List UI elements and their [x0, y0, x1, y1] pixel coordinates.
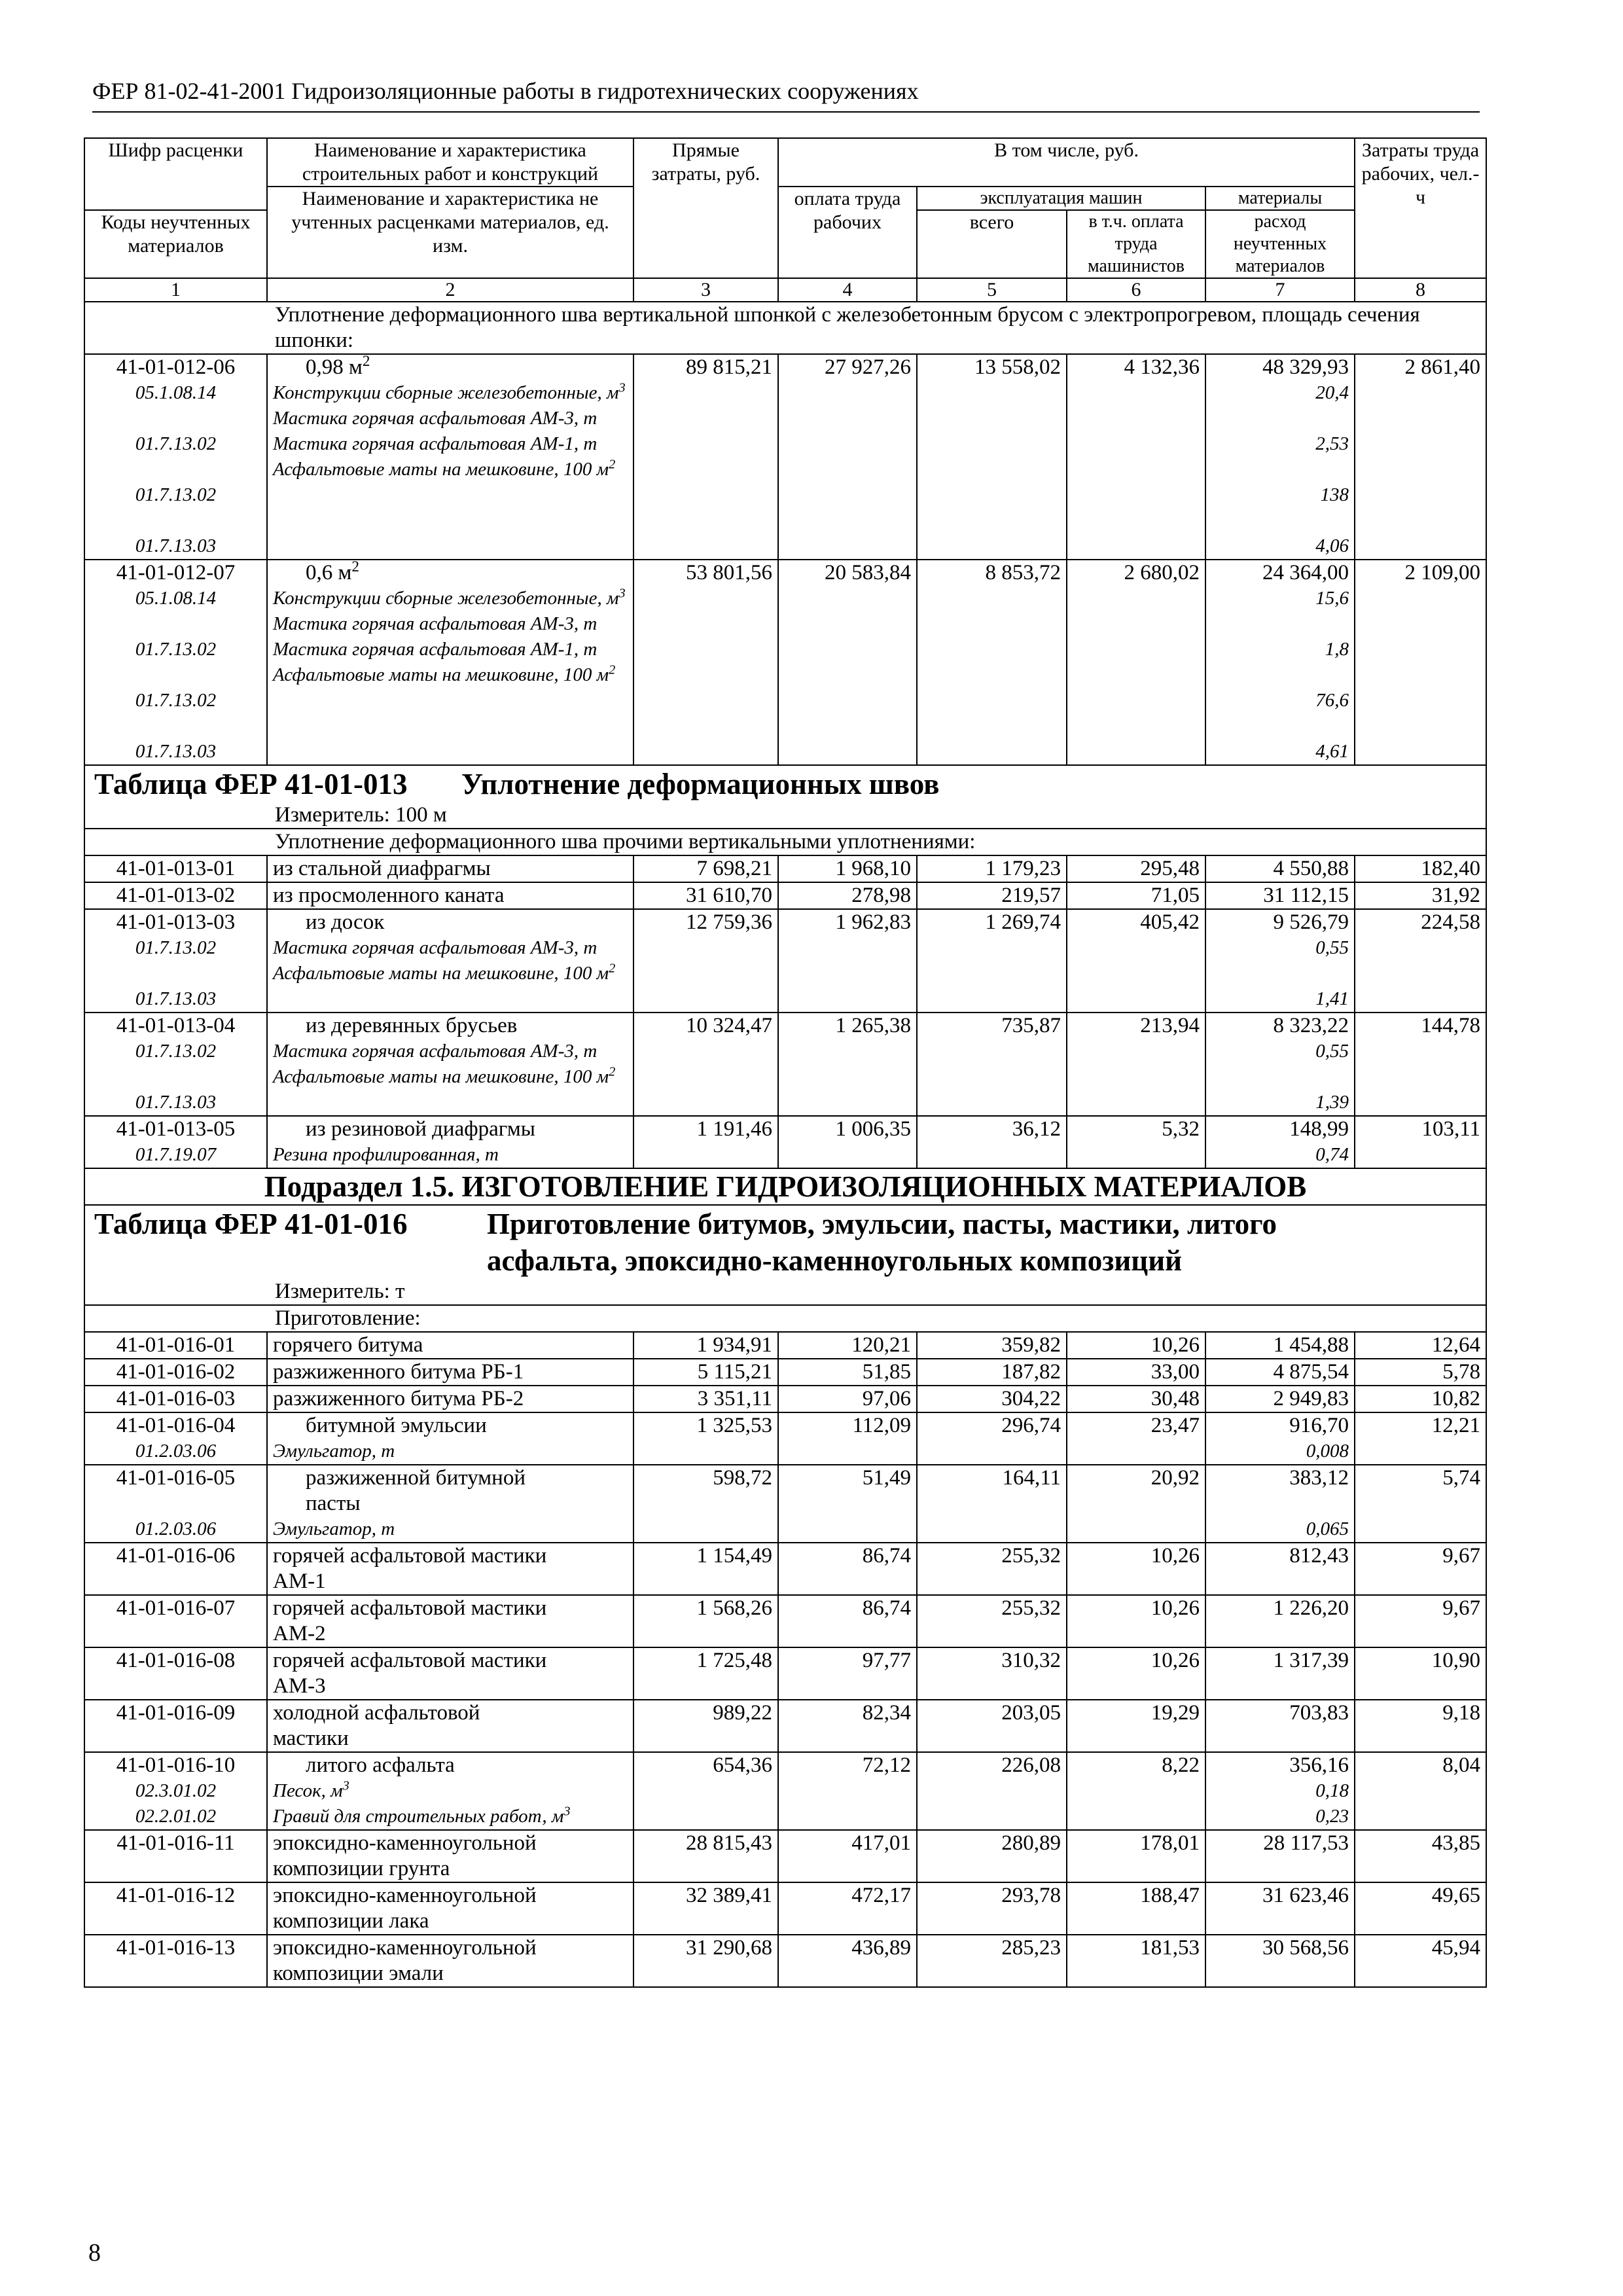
mat-name: Мастика горячая асфальтовая АМ-3, т	[273, 613, 597, 634]
mat-name: Эмульгатор, т	[273, 1441, 395, 1462]
t012-intro: Уплотнение деформационного шва вертикальной шпонкой с железобетонным брусом с электропрогревом, площадь сечения шпонки:	[84, 302, 1486, 354]
machinist-pay: 2 680,02	[1067, 560, 1205, 765]
rate-code: 41-01-012-06	[116, 355, 236, 379]
col-name-mat-header: Наименование и характеристика не учтенных расценками материалов, ед. изм.	[267, 187, 633, 278]
labor-hours: 9,67	[1355, 1595, 1486, 1647]
unit-sup: 2	[609, 1064, 616, 1079]
labor-pay: 436,89	[778, 1935, 917, 1987]
rate-name: из просмоленного каната	[267, 882, 633, 909]
materials-cost: 1 454,88	[1205, 1332, 1355, 1359]
machines-total: 735,87	[917, 1013, 1067, 1116]
rate-name: 0,98 м	[306, 355, 363, 379]
mat-qty: 15,6	[1315, 588, 1349, 609]
materials-cost: 4 550,88	[1205, 855, 1355, 882]
labor-pay: 51,85	[778, 1359, 917, 1386]
machinist-pay: 5,32	[1067, 1116, 1205, 1168]
materials-cost: 916,70	[1289, 1414, 1349, 1437]
direct-cost: 989,22	[633, 1700, 778, 1752]
labor-hours: 12,64	[1355, 1332, 1486, 1359]
table-row	[84, 1359, 1486, 1386]
mat-qty: 0,008	[1306, 1441, 1349, 1462]
mat-name: Асфальтовые маты на мешковине, 100 м	[273, 1066, 609, 1087]
table-row	[84, 1935, 1486, 1987]
unit-sup: 3	[618, 380, 626, 395]
rate-name: из стальной диафрагмы	[267, 855, 633, 882]
machines-total: 310,32	[917, 1647, 1067, 1700]
mat-code: 01.7.13.03	[135, 741, 217, 762]
table-row	[84, 855, 1486, 882]
table-row	[84, 1647, 1486, 1700]
direct-cost: 1 325,53	[633, 1412, 778, 1465]
labor-pay: 1 968,10	[778, 855, 917, 882]
labor-hours: 8,04	[1355, 1752, 1486, 1830]
subsection-row	[84, 1168, 1486, 1205]
mat-code: 01.7.13.02	[135, 1041, 217, 1062]
mat-code: 01.7.13.02	[135, 484, 217, 505]
labor-pay: 278,98	[778, 882, 917, 909]
machines-total: 296,74	[917, 1412, 1067, 1465]
mat-name: Мастика горячая асфальтовая АМ-3, т	[273, 408, 597, 429]
unit-sup: 3	[618, 586, 626, 601]
machinist-pay: 213,94	[1067, 1013, 1205, 1116]
machines-total: 219,57	[917, 882, 1067, 909]
labor-pay: 20 583,84	[778, 560, 917, 765]
machinist-pay: 4 132,36	[1067, 354, 1205, 560]
machines-total: 359,82	[917, 1332, 1067, 1359]
page-number: 8	[88, 2239, 101, 2267]
table-row	[84, 1830, 1486, 1882]
table-number: Таблица ФЕР 41-01-016	[94, 1208, 408, 1240]
materials-cost: 4 875,54	[1205, 1359, 1355, 1386]
col-labor-header: Затраты труда рабочих, чел.-ч	[1355, 138, 1486, 278]
labor-hours: 45,94	[1355, 1935, 1486, 1987]
mat-code: 01.7.13.02	[135, 690, 217, 711]
labor-pay: 72,12	[778, 1752, 917, 1830]
mat-code: 02.3.01.02	[135, 1780, 217, 1801]
materials-cost: 31 112,15	[1205, 882, 1355, 909]
rate-code: 41-01-012-07	[116, 561, 236, 584]
mat-name: Конструкции сборные железобетонные, м	[273, 382, 619, 403]
direct-cost: 1 568,26	[633, 1595, 778, 1647]
rate-code: 41-01-013-02	[84, 882, 267, 909]
labor-hours: 10,82	[1355, 1386, 1486, 1412]
machines-total: 255,32	[917, 1543, 1067, 1595]
rate-name: эпоксидно-каменноугольной композиции грунта	[267, 1830, 633, 1882]
direct-cost: 89 815,21	[633, 354, 778, 560]
rate-name: из деревянных брусьев	[306, 1014, 518, 1037]
machines-total: 13 558,02	[917, 354, 1067, 560]
labor-hours: 5,74	[1355, 1465, 1486, 1543]
table-row	[84, 354, 1486, 560]
mat-qty: 0,74	[1315, 1144, 1349, 1165]
rate-name: горячей асфальтовой мастики АМ-1	[267, 1543, 633, 1595]
mat-qty: 0,18	[1315, 1780, 1349, 1801]
rate-code: 41-01-016-08	[84, 1647, 267, 1700]
direct-cost: 654,36	[633, 1752, 778, 1830]
mat-qty: 1,8	[1325, 639, 1349, 660]
rate-name: горячего битума	[267, 1332, 633, 1359]
direct-cost: 31 290,68	[633, 1935, 778, 1987]
table-title-row	[84, 1205, 1486, 1305]
unit-sup: 2	[362, 352, 370, 369]
mat-name: Конструкции сборные железобетонные, м	[273, 588, 619, 609]
materials-cost: 812,43	[1205, 1543, 1355, 1595]
machines-total: 280,89	[917, 1830, 1067, 1882]
unit-sup: 3	[342, 1778, 349, 1793]
rate-code: 41-01-013-04	[116, 1014, 236, 1037]
mat-code: 01.7.19.07	[135, 1144, 217, 1165]
mat-code: 02.2.01.02	[135, 1806, 217, 1827]
machines-total: 1 269,74	[917, 909, 1067, 1013]
header-row-1	[84, 138, 1486, 187]
machines-total: 36,12	[917, 1116, 1067, 1168]
labor-pay: 27 927,26	[778, 354, 917, 560]
t013-intro: Уплотнение деформационного шва прочими вертикальными уплотнениями:	[84, 829, 1486, 855]
table-row	[84, 1332, 1486, 1359]
mat-code: 01.7.13.03	[135, 1092, 217, 1113]
mat-code: 01.7.13.03	[135, 988, 217, 1009]
labor-hours: 144,78	[1355, 1013, 1486, 1116]
machines-total: 293,78	[917, 1882, 1067, 1935]
labor-hours: 12,21	[1355, 1412, 1486, 1465]
labor-pay: 82,34	[778, 1700, 917, 1752]
mat-qty: 4,06	[1315, 535, 1349, 556]
mat-qty: 20,4	[1315, 382, 1349, 403]
direct-cost: 1 154,49	[633, 1543, 778, 1595]
labor-hours: 9,67	[1355, 1543, 1486, 1595]
rate-name: битумной эмульсии	[306, 1414, 487, 1437]
machines-total: 304,22	[917, 1386, 1067, 1412]
materials-cost: 28 117,53	[1205, 1830, 1355, 1882]
machines-total: 1 179,23	[917, 855, 1067, 882]
subsection-title: Подраздел 1.5. ИЗГОТОВЛЕНИЕ ГИДРОИЗОЛЯЦИОННЫХ МАТЕРИАЛОВ	[84, 1168, 1486, 1205]
materials-cost: 8 323,22	[1273, 1014, 1349, 1037]
colnum: 2	[267, 278, 633, 302]
rate-name: из досок	[306, 910, 385, 934]
unit-sup: 2	[351, 558, 359, 575]
table-row	[84, 1116, 1486, 1168]
rate-name: литого асфальта	[306, 1753, 455, 1777]
direct-cost: 1 934,91	[633, 1332, 778, 1359]
rate-name: холодной асфальтовой мастики	[267, 1700, 633, 1752]
labor-hours: 2 109,00	[1355, 560, 1486, 765]
column-numbers-row	[84, 278, 1486, 302]
rate-code: 41-01-016-09	[84, 1700, 267, 1752]
mat-qty: 1,41	[1315, 988, 1349, 1009]
colnum: 6	[1067, 278, 1205, 302]
meter: Измеритель: 100 м	[275, 803, 447, 827]
col-name-header: Наименование и характеристика строительных работ и конструкций	[267, 138, 633, 187]
table-row	[84, 1013, 1486, 1116]
rate-code: 41-01-016-12	[84, 1882, 267, 1935]
labor-pay: 1 265,38	[778, 1013, 917, 1116]
colnum: 7	[1205, 278, 1355, 302]
materials-cost: 9 526,79	[1273, 910, 1349, 934]
section-intro-row	[84, 829, 1486, 855]
machines-total: 285,23	[917, 1935, 1067, 1987]
mat-code: 01.2.03.06	[135, 1518, 217, 1539]
machinist-pay: 295,48	[1067, 855, 1205, 882]
unit-sup: 3	[563, 1804, 571, 1819]
rate-code: 41-01-016-04	[116, 1414, 236, 1437]
mat-qty: 1,39	[1315, 1092, 1349, 1113]
direct-cost: 1 725,48	[633, 1647, 778, 1700]
rate-code: 41-01-016-02	[84, 1359, 267, 1386]
table-name: Приготовление битумов, эмульсии, пасты, мастики, литого	[487, 1208, 1277, 1240]
materials-cost: 1 317,39	[1205, 1647, 1355, 1700]
mat-qty: 0,065	[1306, 1518, 1349, 1539]
rate-name: разжиженного битума РБ-1	[267, 1359, 633, 1386]
machinist-pay: 20,92	[1067, 1465, 1205, 1543]
table-number: Таблица ФЕР 41-01-013	[94, 768, 408, 800]
meter: Измеритель: т	[275, 1280, 405, 1303]
colnum: 5	[917, 278, 1067, 302]
col-direct-header: Прямые затраты, руб.	[633, 138, 778, 278]
labor-pay: 86,74	[778, 1595, 917, 1647]
colnum: 4	[778, 278, 917, 302]
table-name: асфальта, эпоксидно-каменноугольных композиций	[487, 1244, 1183, 1277]
labor-hours: 43,85	[1355, 1830, 1486, 1882]
mat-qty: 138	[1320, 484, 1349, 505]
rate-name: 0,6 м	[306, 561, 352, 584]
direct-cost: 10 324,47	[633, 1013, 778, 1116]
machinist-pay: 10,26	[1067, 1332, 1205, 1359]
rate-code: 41-01-013-05	[116, 1117, 236, 1141]
materials-cost: 48 329,93	[1262, 355, 1349, 379]
machinist-pay: 30,48	[1067, 1386, 1205, 1412]
col-pay-header: оплата труда рабочих	[778, 187, 917, 278]
direct-cost: 5 115,21	[633, 1359, 778, 1386]
machines-total: 255,32	[917, 1595, 1067, 1647]
mat-name: Асфальтовые маты на мешковине, 100 м	[273, 459, 609, 480]
table-row	[84, 909, 1486, 1013]
unit-sup: 2	[609, 961, 616, 976]
materials-cost: 2 949,83	[1205, 1386, 1355, 1412]
table-row	[84, 1386, 1486, 1412]
rate-name: разжиженной битумной пасты	[306, 1466, 526, 1515]
rate-name: горячей асфальтовой мастики АМ-3	[267, 1647, 633, 1700]
machinist-pay: 405,42	[1067, 909, 1205, 1013]
mat-name: Асфальтовые маты на мешковине, 100 м	[273, 664, 609, 685]
rate-name: разжиженного битума РБ-2	[267, 1386, 633, 1412]
rate-code: 41-01-013-01	[84, 855, 267, 882]
labor-hours: 224,58	[1355, 909, 1486, 1013]
machinist-pay: 8,22	[1067, 1752, 1205, 1830]
machinist-pay: 10,26	[1067, 1543, 1205, 1595]
table-title-row	[84, 765, 1486, 829]
mat-code: 01.7.13.02	[135, 937, 217, 958]
rate-code: 41-01-016-11	[84, 1830, 267, 1882]
rate-name: эпоксидно-каменноугольной композиции лака	[267, 1882, 633, 1935]
col-codes-mat-header: Коды неучтенных материалов	[84, 210, 267, 278]
mat-name: Эмульгатор, т	[273, 1518, 395, 1539]
labor-pay: 112,09	[778, 1412, 917, 1465]
table-row	[84, 1752, 1486, 1830]
mat-qty: 0,55	[1315, 937, 1349, 958]
machines-total: 164,11	[917, 1465, 1067, 1543]
table-name: Уплотнение деформационных швов	[461, 768, 940, 800]
colnum: 1	[84, 278, 267, 302]
rate-code: 41-01-016-06	[84, 1543, 267, 1595]
table-row	[84, 1543, 1486, 1595]
rate-code: 41-01-016-13	[84, 1935, 267, 1987]
direct-cost: 1 191,46	[633, 1116, 778, 1168]
col-total-header: всего	[917, 210, 1067, 278]
machines-total: 187,82	[917, 1359, 1067, 1386]
machines-total: 226,08	[917, 1752, 1067, 1830]
col-code-header: Шифр расценки	[84, 138, 267, 210]
materials-cost: 383,12	[1289, 1466, 1349, 1490]
mat-code: 05.1.08.14	[135, 588, 217, 609]
rate-code: 41-01-016-03	[84, 1386, 267, 1412]
machinist-pay: 181,53	[1067, 1935, 1205, 1987]
table-row	[84, 1465, 1486, 1543]
table-row	[84, 1412, 1486, 1465]
mat-name: Мастика горячая асфальтовая АМ-1, т	[273, 639, 597, 660]
mat-qty: 0,55	[1315, 1041, 1349, 1062]
col-materials-header: материалы	[1205, 187, 1355, 210]
mat-code: 01.2.03.06	[135, 1441, 217, 1462]
labor-hours: 49,65	[1355, 1882, 1486, 1935]
rate-code: 41-01-016-10	[116, 1753, 236, 1777]
colnum: 3	[633, 278, 778, 302]
rates-table	[84, 137, 1487, 1988]
labor-hours: 182,40	[1355, 855, 1486, 882]
mat-name: Мастика горячая асфальтовая АМ-3, т	[273, 1041, 597, 1062]
labor-hours: 5,78	[1355, 1359, 1486, 1386]
labor-pay: 51,49	[778, 1465, 917, 1543]
mat-name: Мастика горячая асфальтовая АМ-3, т	[273, 937, 597, 958]
rate-name: горячей асфальтовой мастики АМ-2	[267, 1595, 633, 1647]
rate-code: 41-01-016-05	[116, 1466, 236, 1490]
mat-name: Гравий для строительных работ, м	[273, 1806, 564, 1827]
materials-cost: 1 226,20	[1205, 1595, 1355, 1647]
table-row	[84, 1700, 1486, 1752]
labor-pay: 86,74	[778, 1543, 917, 1595]
rate-code: 41-01-013-03	[116, 910, 236, 934]
mat-name: Песок, м	[273, 1780, 343, 1801]
machinist-pay: 10,26	[1067, 1647, 1205, 1700]
direct-cost: 31 610,70	[633, 882, 778, 909]
machinist-pay: 188,47	[1067, 1882, 1205, 1935]
materials-cost: 148,99	[1289, 1117, 1349, 1141]
labor-pay: 1 006,35	[778, 1116, 917, 1168]
mat-qty: 2,53	[1315, 433, 1349, 454]
labor-pay: 472,17	[778, 1882, 917, 1935]
direct-cost: 28 815,43	[633, 1830, 778, 1882]
col-incl-header: В том числе, руб.	[778, 138, 1355, 187]
mat-code: 05.1.08.14	[135, 382, 217, 403]
direct-cost: 7 698,21	[633, 855, 778, 882]
section-intro-row	[84, 302, 1486, 354]
labor-pay: 97,06	[778, 1386, 917, 1412]
materials-cost: 30 568,56	[1205, 1935, 1355, 1987]
colnum: 8	[1355, 278, 1486, 302]
header-row-2	[84, 187, 1486, 210]
mat-name: Мастика горячая асфальтовая АМ-1, т	[273, 433, 597, 454]
materials-cost: 24 364,00	[1262, 561, 1349, 584]
labor-hours: 2 861,40	[1355, 354, 1486, 560]
rate-code: 41-01-016-07	[84, 1595, 267, 1647]
machinist-pay: 10,26	[1067, 1595, 1205, 1647]
rate-code: 41-01-016-01	[84, 1332, 267, 1359]
materials-cost: 356,16	[1289, 1753, 1349, 1777]
mat-code: 01.7.13.02	[135, 639, 217, 660]
mat-code: 01.7.13.03	[135, 535, 217, 556]
mat-qty: 0,23	[1315, 1806, 1349, 1827]
col-machines-header: эксплуатация машин	[917, 187, 1205, 210]
section-intro-row	[84, 1305, 1486, 1332]
direct-cost: 12 759,36	[633, 909, 778, 1013]
table-row	[84, 1882, 1486, 1935]
table-row	[84, 560, 1486, 765]
labor-pay: 120,21	[778, 1332, 917, 1359]
labor-hours: 10,90	[1355, 1647, 1486, 1700]
materials-cost: 703,83	[1205, 1700, 1355, 1752]
labor-hours: 103,11	[1355, 1116, 1486, 1168]
machinist-pay: 33,00	[1067, 1359, 1205, 1386]
col-incl-pay-header: в т.ч. оплата труда машинистов	[1067, 210, 1205, 278]
mat-qty: 4,61	[1315, 741, 1349, 762]
unit-sup: 2	[609, 457, 616, 472]
mat-name: Асфальтовые маты на мешковине, 100 м	[273, 963, 609, 984]
unit-sup: 2	[609, 662, 616, 677]
machines-total: 203,05	[917, 1700, 1067, 1752]
machinist-pay: 19,29	[1067, 1700, 1205, 1752]
machinist-pay: 23,47	[1067, 1412, 1205, 1465]
materials-cost: 31 623,46	[1205, 1882, 1355, 1935]
rate-name: эпоксидно-каменноугольной композиции эмали	[267, 1935, 633, 1987]
labor-hours: 9,18	[1355, 1700, 1486, 1752]
mat-qty: 76,6	[1315, 690, 1349, 711]
labor-pay: 1 962,83	[778, 909, 917, 1013]
labor-pay: 417,01	[778, 1830, 917, 1882]
table-row	[84, 882, 1486, 909]
direct-cost: 53 801,56	[633, 560, 778, 765]
mat-code: 01.7.13.02	[135, 433, 217, 454]
mat-name: Резина профилированная, т	[273, 1144, 499, 1165]
machinist-pay: 71,05	[1067, 882, 1205, 909]
col-consumption-header: расход неучтенных материалов	[1205, 210, 1355, 278]
machines-total: 8 853,72	[917, 560, 1067, 765]
direct-cost: 32 389,41	[633, 1882, 778, 1935]
labor-pay: 97,77	[778, 1647, 917, 1700]
rate-name: из резиновой диафрагмы	[306, 1117, 535, 1141]
table-row	[84, 1595, 1486, 1647]
direct-cost: 598,72	[633, 1465, 778, 1543]
page-header: ФЕР 81-02-41-2001 Гидроизоляционные работы в гидротехнических сооружениях	[92, 77, 1480, 113]
labor-hours: 31,92	[1355, 882, 1486, 909]
machinist-pay: 178,01	[1067, 1830, 1205, 1882]
direct-cost: 3 351,11	[633, 1386, 778, 1412]
t016-intro: Приготовление:	[84, 1305, 1486, 1332]
